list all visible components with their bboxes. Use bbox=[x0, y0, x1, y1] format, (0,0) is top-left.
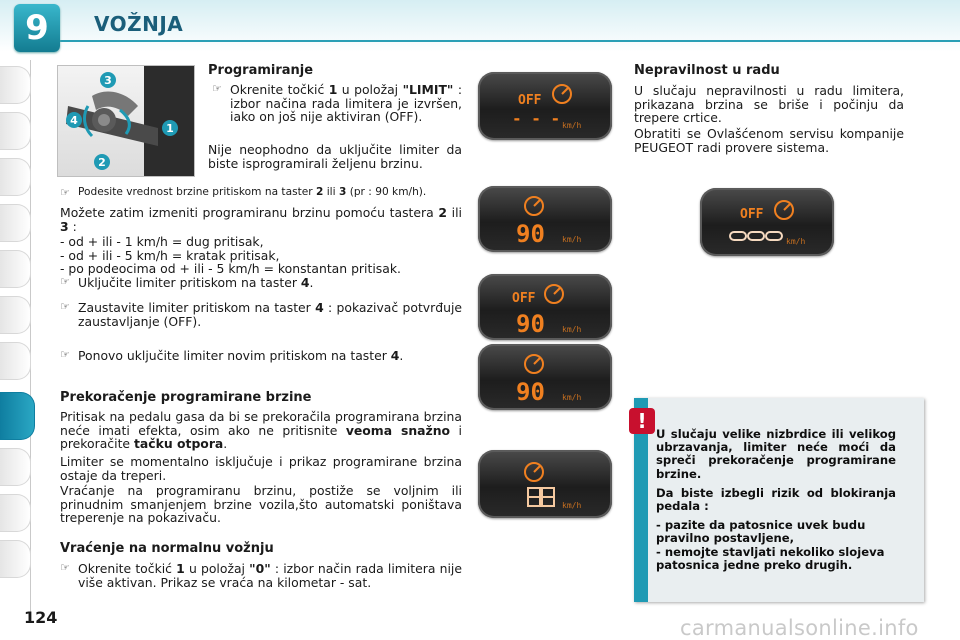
exceed-paragraph-1: Pritisak na pedalu gasa da bi se prekoračila programirana brzina neće imati efekta, osim ako ne pritisnite veoma snažno i prekoračite tačku otpora. bbox=[60, 409, 462, 451]
display-unit: km/h bbox=[562, 235, 582, 244]
display-speed-flashing bbox=[478, 450, 612, 518]
programming-heading: Programiranje bbox=[208, 63, 314, 78]
warning-paragraph-1: U slučaju velike nizbrdice ili velikog ubrzavanja, limiter neće moći da spreči prekoračenje programirane brzine. bbox=[656, 427, 896, 481]
malfunction-heading: Nepravilnost u radu bbox=[634, 63, 780, 78]
warning-icon: ! bbox=[629, 408, 655, 434]
chapter-tab-2[interactable] bbox=[0, 112, 31, 150]
list-item: - od + ili - 5 km/h = kratak pritisak, bbox=[60, 247, 280, 263]
warning-item: - nemojte stavljati nekoliko slojeva patosnica jedne preko drugih. bbox=[656, 544, 885, 572]
display-unit: km/h bbox=[562, 121, 582, 130]
chapter-tab-5[interactable] bbox=[0, 250, 31, 288]
header-rule bbox=[40, 40, 960, 42]
callout-2: 2 bbox=[98, 156, 106, 169]
programming-bullet-2: Podesite vrednost brzine pritiskom na taster 2 ili 3 (pr : 90 km/h). bbox=[78, 186, 427, 198]
return-bullet: Okrenite točkić 1 u položaj "0" : izbor način rada limitera nije više aktivan. Prikaz se vraća na kilometar - sat. bbox=[78, 561, 462, 590]
display-off-label: OFF bbox=[512, 291, 536, 306]
chapter-tab-11[interactable] bbox=[0, 540, 31, 578]
display-malfunction bbox=[700, 188, 834, 256]
programming-bullet-3: Uključite limiter pritiskom na taster 4. bbox=[78, 275, 314, 290]
display-unit: km/h bbox=[562, 393, 582, 402]
side-rule bbox=[30, 60, 31, 620]
chapter-tab-9[interactable] bbox=[0, 448, 31, 486]
exceed-paragraph-3: Vraćanje na programiranu brzinu, postiže se voljnim ili prinudnim smanjenjem brzine vozila,što automatski poništava treperenje na pokazivaču. bbox=[60, 483, 462, 525]
chapter-title: VOŽNJA bbox=[94, 12, 184, 36]
display-off-label: OFF bbox=[740, 207, 764, 222]
display-speed-value: 90 bbox=[516, 220, 545, 248]
return-heading: Vraćenje na normalnu vožnju bbox=[60, 541, 274, 556]
display-dashes: - - - bbox=[512, 109, 561, 128]
warning-paragraph-2: Da biste izbegli rizik od blokiranja pedala : bbox=[656, 485, 896, 514]
programming-bullet-4: Zaustavite limiter pritiskom na taster 4 : pokazivač potvrđuje zaustavljanje (OFF). bbox=[78, 300, 463, 329]
chapter-tab-active[interactable] bbox=[0, 392, 35, 440]
chapter-tab-7[interactable] bbox=[0, 342, 31, 380]
display-unit: km/h bbox=[562, 325, 582, 334]
callout-4: 4 bbox=[70, 114, 78, 127]
warning-text bbox=[656, 428, 896, 572]
programming-paragraph: Možete zatim izmeniti programiranu brzinu pomoću tastera 2 ili 3 : bbox=[60, 205, 462, 234]
chapter-tab-4[interactable] bbox=[0, 204, 31, 242]
programming-note: Nije neophodno da uključite limiter da biste isprogramirali željenu brzinu. bbox=[208, 142, 462, 171]
watermark: carmanualsonline.info bbox=[680, 616, 919, 640]
chapter-tab-1[interactable] bbox=[0, 66, 31, 104]
callout-1: 1 bbox=[166, 122, 174, 135]
steering-stalk-image bbox=[57, 65, 195, 177]
chapter-tab-6[interactable] bbox=[0, 296, 31, 334]
display-speed-90-resumed bbox=[478, 344, 612, 410]
list-item: - po podeocima od + ili - 5 km/h = konstantan pritisak. bbox=[60, 261, 401, 276]
page-number: 124 bbox=[24, 608, 58, 627]
list-item: - od + ili - 1 km/h = dug pritisak, bbox=[60, 234, 264, 249]
display-speed-value: 90 bbox=[516, 378, 545, 406]
display-off-speed bbox=[478, 274, 612, 340]
chapter-number-badge: 9 bbox=[14, 4, 60, 52]
chapter-tab-10[interactable] bbox=[0, 494, 31, 532]
programming-bullet-1: Okrenite točkić 1 u položaj "LIMIT" : izbor načina rada limitera je izvršen, iako on još nije aktiviran (OFF). bbox=[230, 82, 462, 124]
display-speed-value: 90 bbox=[516, 310, 545, 338]
exceed-heading: Prekoračenje programirane brzine bbox=[60, 390, 312, 405]
programming-bullet-5: Ponovo uključite limiter novim pritiskom na taster 4. bbox=[78, 348, 404, 363]
display-off-dashes bbox=[478, 72, 612, 140]
display-unit: km/h bbox=[786, 237, 806, 246]
display-unit: km/h bbox=[562, 501, 582, 510]
exceed-paragraph-2: Limiter se momentalno isključuje i prikaz programirane brzina ostaje da treperi. bbox=[60, 454, 462, 483]
display-off-label: OFF bbox=[518, 93, 542, 108]
malfunction-paragraph-1: U slučaju nepravilnosti u radu limitera, prikazana brzina se briše i počinju da trepere crtice. bbox=[634, 83, 904, 125]
malfunction-paragraph-2: Obratiti se Ovlašćenom servisu kompanije PEUGEOT radi provere sistema. bbox=[634, 126, 904, 155]
callout-3: 3 bbox=[104, 74, 112, 87]
chapter-tab-3[interactable] bbox=[0, 158, 31, 196]
warning-item: - pazite da patosnice uvek budu pravilno postavljene, bbox=[656, 518, 866, 546]
display-speed-90 bbox=[478, 186, 612, 252]
programming-list bbox=[60, 235, 462, 276]
